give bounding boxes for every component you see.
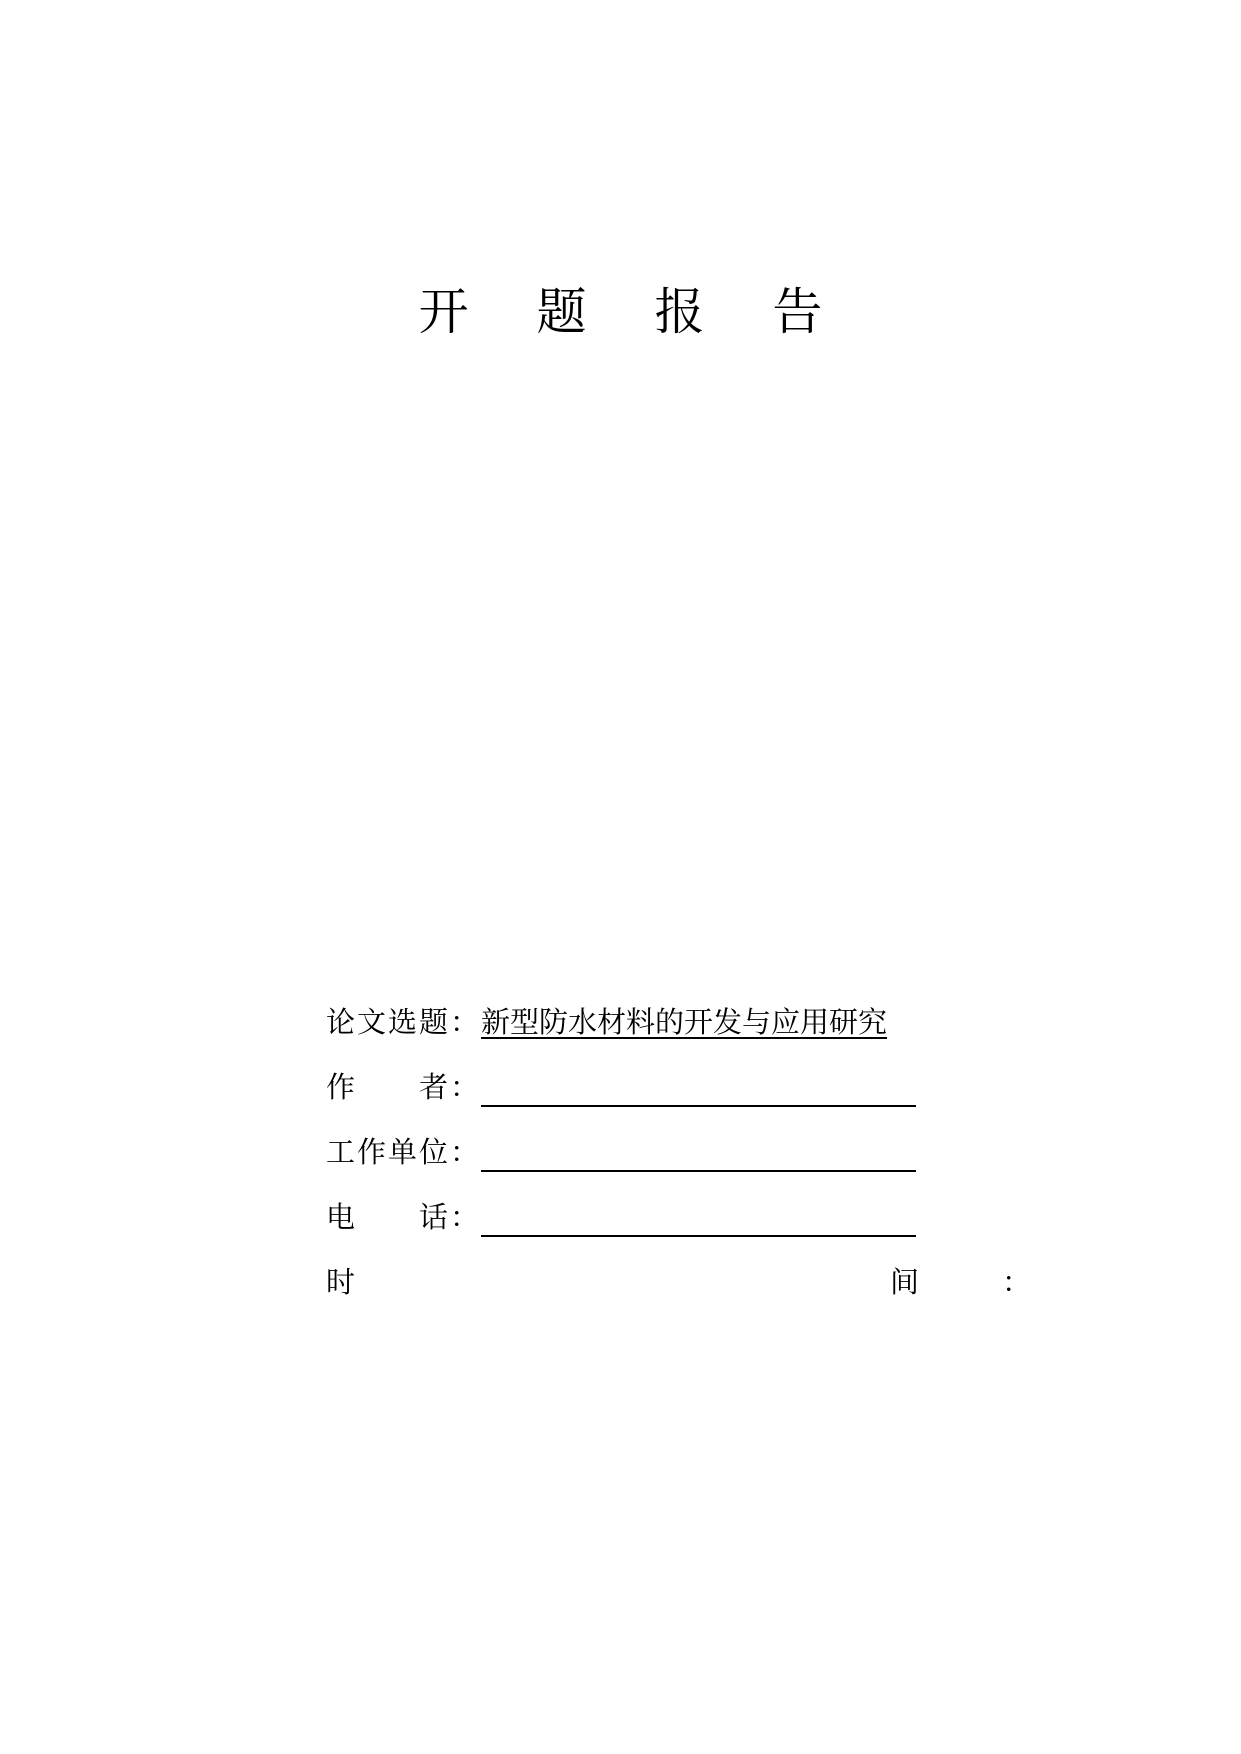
workplace-label	[326, 1132, 481, 1172]
workplace-label-char: 位	[419, 1135, 449, 1169]
time-label-char: 间	[890, 1265, 920, 1299]
time-field	[326, 1262, 1032, 1302]
phone-label	[326, 1197, 481, 1237]
phone-label-char: 话	[419, 1200, 449, 1234]
topic-value[interactable]: 新型防水材料的开发与应用研究	[481, 1005, 888, 1039]
title-char: 开	[418, 283, 469, 341]
time-label-char: 时	[326, 1265, 356, 1299]
title-char: 报	[654, 283, 705, 341]
topic-label-char: 论	[326, 1005, 356, 1039]
title-char: 告	[772, 283, 823, 341]
workplace-label-char: 单	[388, 1135, 418, 1169]
topic-label-char: ：	[450, 1005, 480, 1039]
author-label-char: 者	[419, 1070, 449, 1104]
author-label	[326, 1067, 481, 1107]
workplace-label-char: 作	[357, 1135, 387, 1169]
title-char: 题	[536, 283, 587, 341]
phone-label-char: ：	[450, 1200, 480, 1234]
time-label-char: ：	[1002, 1265, 1032, 1299]
author-input[interactable]	[481, 1067, 916, 1107]
phone-input[interactable]	[481, 1197, 916, 1237]
topic-label	[326, 1002, 481, 1042]
topic-label-char: 文	[357, 1005, 387, 1039]
topic-label-char: 选	[388, 1005, 418, 1039]
workplace-label-char: ：	[450, 1135, 480, 1169]
workplace-input[interactable]	[481, 1132, 916, 1172]
author-label-char: 作	[326, 1070, 356, 1104]
phone-label-char: 电	[326, 1200, 356, 1234]
author-label-char: ：	[450, 1070, 480, 1104]
topic-label-char: 题	[419, 1005, 449, 1039]
workplace-label-char: 工	[326, 1135, 356, 1169]
page-title	[0, 282, 1241, 342]
